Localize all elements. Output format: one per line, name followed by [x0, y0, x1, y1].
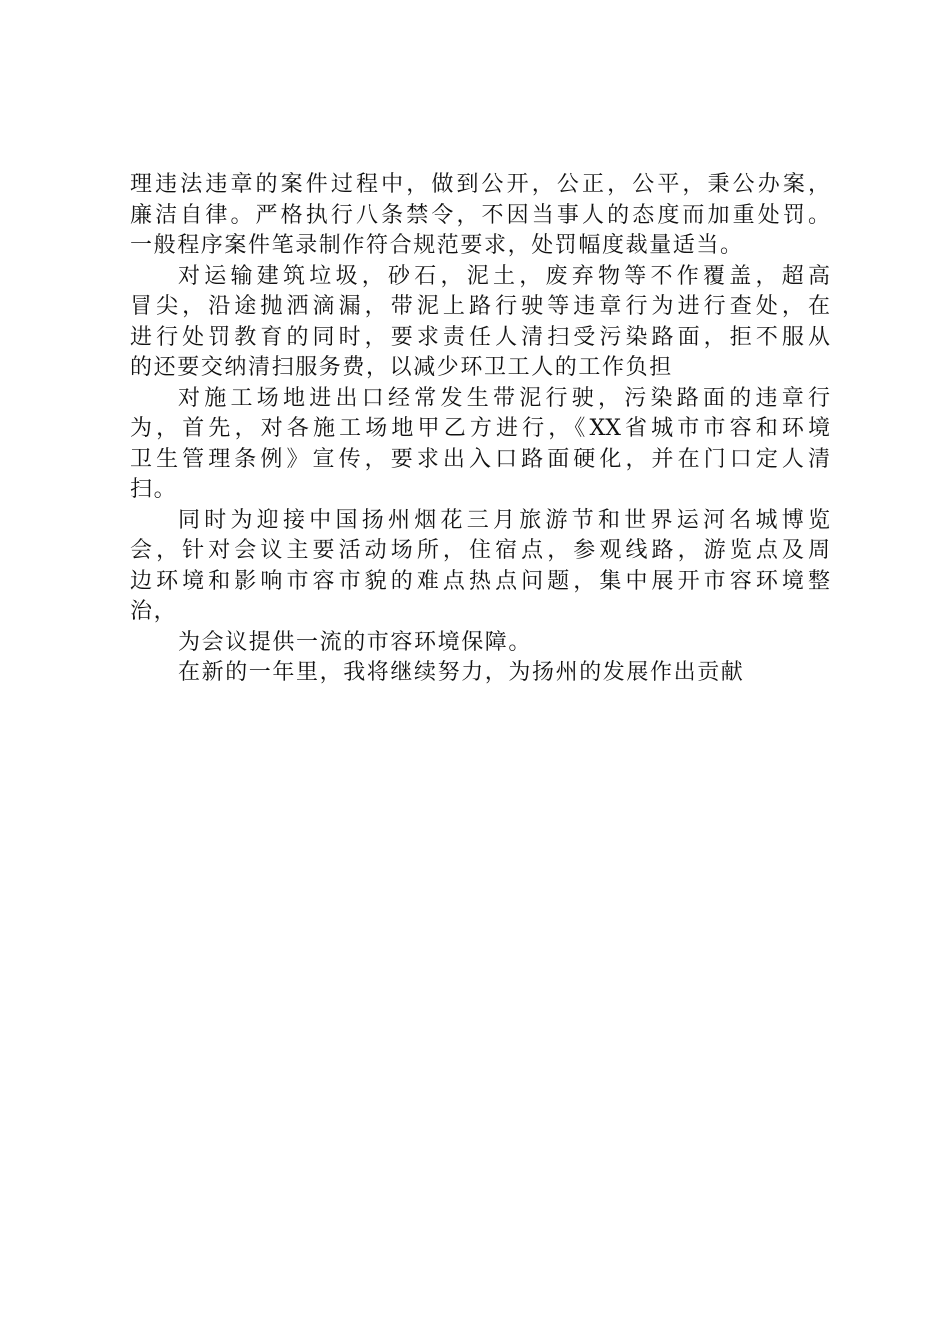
text-line: 会，针对会议主要活动场所，住宿点，参观线路，游览点及周 [130, 538, 830, 563]
text-line: 廉洁自律。严格执行八条禁令，不因当事人的态度而加重处罚。 [130, 202, 830, 228]
text-line: 同时为迎接中国扬州烟花三月旅游节和世界运河名城博览 [178, 507, 830, 533]
text-line: 对运输建筑垃圾，砂石，泥土，废弃物等不作覆盖，超高 [178, 263, 830, 289]
text-line: 边环境和影响市容市貌的难点热点问题，集中展开市容环境整 [130, 568, 830, 594]
text-line: 理违法违章的案件过程中，做到公开，公正，公平，秉公办案， [130, 172, 830, 197]
text-line: 为，首先，对各施工场地甲乙方进行，《XX省城市市容和环境 [130, 416, 830, 441]
text-line: 进行处罚教育的同时，要求责任人清扫受污染路面，拒不服从 [130, 324, 830, 350]
text-line: 的还要交纳清扫服务费，以减少环卫工人的工作负担 [130, 355, 673, 380]
text-line: 扫。 [130, 477, 178, 502]
text-line: 卫生管理条例》宣传，要求出入口路面硬化，并在门口定人清 [130, 446, 830, 472]
document-body [130, 170, 830, 689]
text-line: 为会议提供一流的市容环境保障。 [178, 629, 533, 655]
text-line: 在新的一年里，我将继续努力，为扬州的发展作出贡献 [178, 660, 745, 685]
text-line: 对施工场地进出口经常发生带泥行驶，污染路面的违章行 [178, 385, 830, 411]
text-line: 一般程序案件笔录制作符合规范要求，处罚幅度裁量适当。 [130, 233, 744, 258]
text-line: 冒尖，沿途抛洒滴漏，带泥上路行驶等违章行为进行查处，在 [130, 294, 830, 319]
text-line: 治， [130, 599, 178, 624]
